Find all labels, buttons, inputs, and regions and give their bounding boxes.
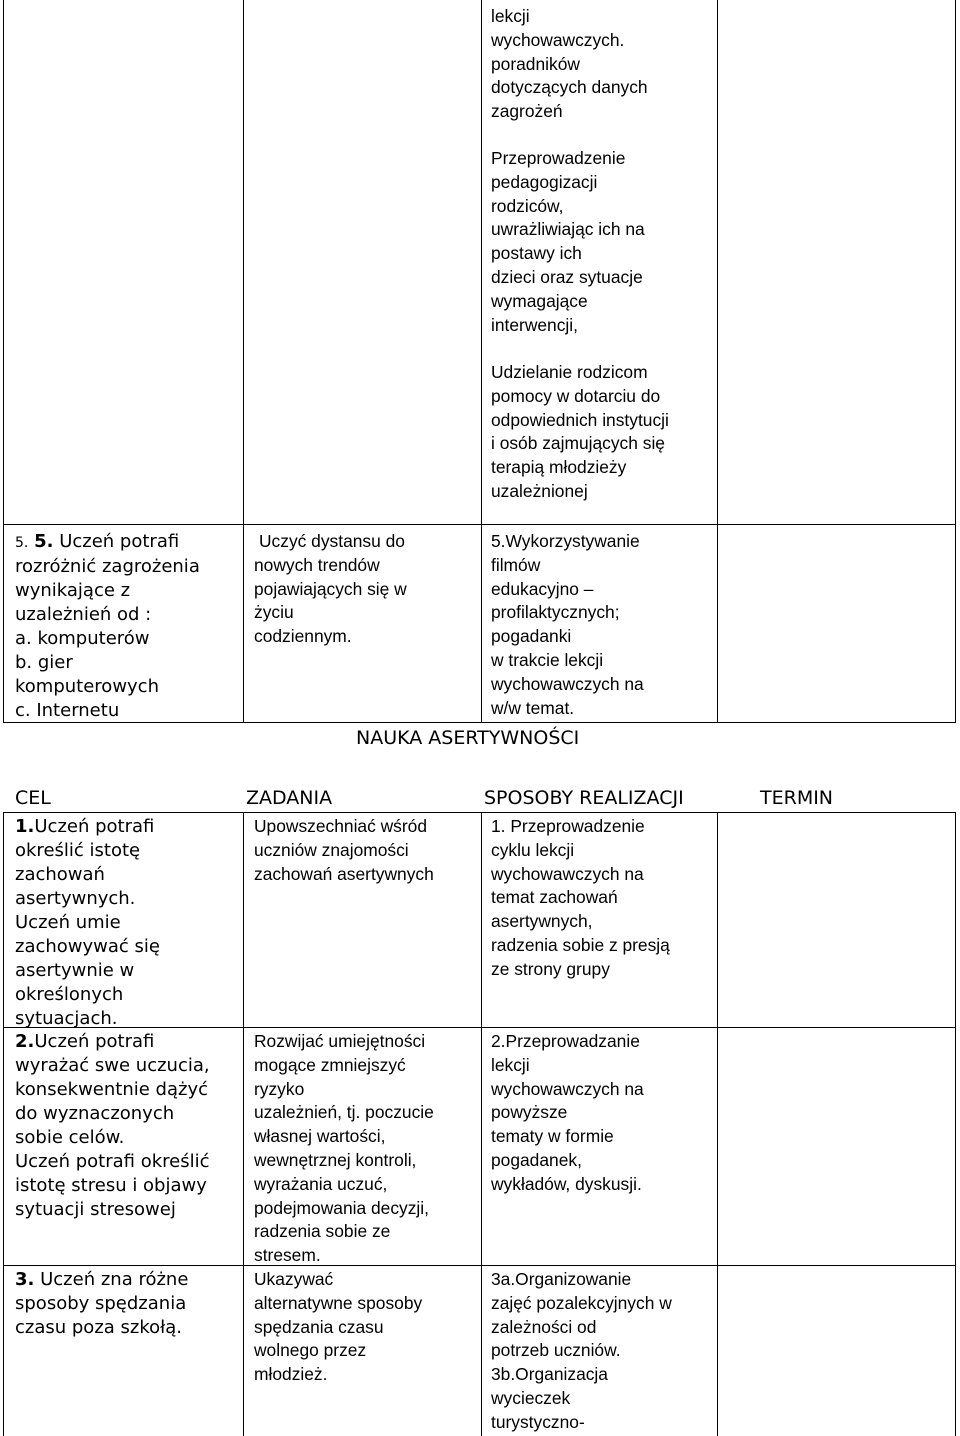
continuation-text: lekcji wychowawczych. poradników dotyczących danych zagrożeń [491, 6, 648, 122]
row3-tasks: Ukazywać alternatywne sposoby spędzania czasu wolnego przez młodzież. [254, 1269, 423, 1385]
column-header-cel: CEL [15, 787, 51, 809]
bottom-table-divider-2 [481, 812, 482, 1436]
column-header-zadania: ZADANIA [246, 787, 333, 809]
row1-tasks: Upowszechniać wśród uczniów znajomości zachowań asertywnych [254, 816, 434, 884]
bottom-table-top-border [3, 812, 956, 813]
bottom-table-divider-3 [717, 812, 718, 1436]
top-table-left-border [3, 0, 4, 723]
top-table-row-separator [3, 524, 956, 525]
column-header-sposoby: SPOSOBY REALIZACJI [484, 787, 684, 809]
top-table-divider-3 [717, 0, 718, 723]
bottom-table-divider-1 [243, 812, 244, 1436]
parent-help-text: Udzielanie rodzicom pomocy w dotarciu do odpowiednich instytucji i osób zajmujących się terapią młodzieży uzależnionej [491, 362, 669, 501]
pedagogy-text: Przeprowadzenie pedagogizacji rodziców, uwrażliwiając ich na postawy ich dzieci oraz sytuacje wymagające interwencji, [491, 148, 645, 335]
top-table-divider-1 [243, 0, 244, 723]
row3-methods: 3a.Organizowanie zajęć pozalekcyjnych w zależności od potrzeb uczniów. 3b.Organizacja wycieczek turystyczno- [491, 1269, 672, 1432]
row1-methods: 1. Przeprowadzenie cyklu lekcji wychowawczych na temat zachowań asertywnych, radzenia sobie z presją ze strony grupy [491, 816, 670, 979]
top-table-right-border [955, 0, 956, 723]
bottom-table-right-border [955, 812, 956, 1436]
section-title: NAUKA ASERTYWNOŚCI [356, 727, 580, 749]
row3-goal: 3. Uczeń zna różne sposoby spędzania czasu poza szkołą. [15, 1269, 189, 1338]
row5-goal-text: 5. 5. Uczeń potrafi rozróżnić zagrożenia wynikające z uzależnień od : a. komputerów b. gier komputerowych c. Internetu [15, 531, 200, 721]
row5-methods-text: 5.Wykorzystywanie filmów edukacyjno – profilaktycznych; pogadanki w trakcie lekcji wychowawczych na w/w temat. [491, 531, 644, 718]
top-table-divider-2 [481, 0, 482, 723]
bottom-table-left-border [3, 812, 4, 1436]
row2-tasks: Rozwijać umiejętności mogące zmniejszyć ryzyko uzależnień, tj. poczucie własnej wartości, wewnętrznej kontroli, wyrażania uczuć, podejmowania decyzji, radzenia sobie ze stresem. [254, 1031, 434, 1266]
bottom-table-row-separator-2 [3, 1265, 956, 1266]
row2-goal: 2.Uczeń potrafi wyrażać swe uczucia, konsekwentnie dążyć do wyznaczonych sobie celów. Uczeń potrafi określić istotę stresu i objawy sytuacji stresowej [15, 1031, 210, 1220]
row5-tasks-text: Uczyć dystansu do nowych trendów pojawiających się w życiu codziennym. [254, 531, 407, 647]
row1-goal: 1.Uczeń potrafi określić istotę zachowań asertywnych. Uczeń umie zachowywać się asertywnie w określonych sytuacjach. [15, 816, 160, 1029]
row2-methods: 2.Przeprowadzanie lekcji wychowawczych na powyższe tematy w formie pogadanek, wykładów, dyskusji. [491, 1031, 644, 1194]
column-header-termin: TERMIN [760, 787, 834, 809]
